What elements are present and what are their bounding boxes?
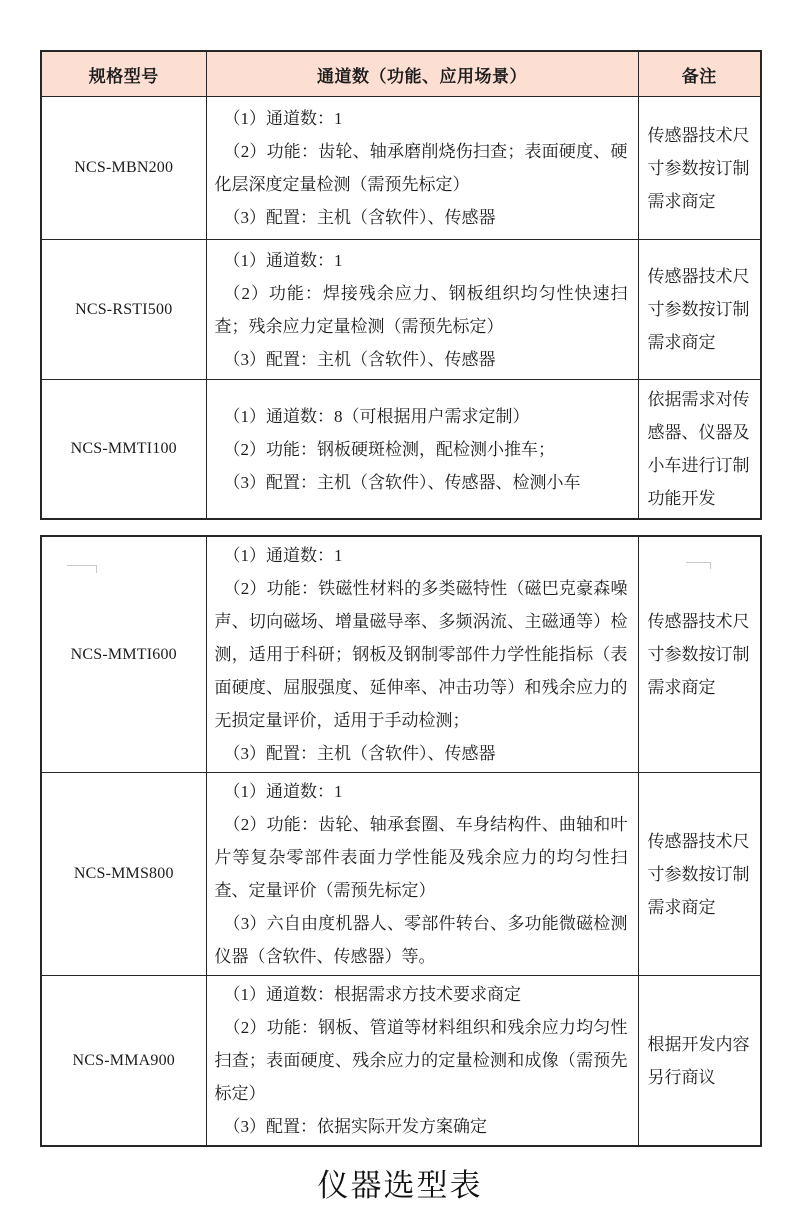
description-cell — [206, 240, 638, 380]
table-caption: 仪器选型表 — [317, 1168, 483, 1203]
table-row — [41, 380, 761, 520]
config-line: （3）配置：主机（含软件）、传感器 — [223, 349, 496, 369]
table-row — [41, 240, 761, 380]
table-row — [41, 536, 761, 773]
document-page — [0, 50, 800, 1203]
function-line: （2）功能：钢板、管道等材料组织和残余应力均匀性扫查；表面硬度、残余应力的定量检测和成像（需预先标定） — [214, 1018, 628, 1103]
channel-count-line: （1）通道数：1 — [223, 250, 343, 270]
description-cell — [206, 773, 638, 976]
function-line: （2）功能：齿轮、轴承套圈、车身结构件、曲轴和叶片等复杂零部件表面力学性能及残余应力的均匀性扫查、定量评价（需预先标定） — [214, 815, 628, 900]
header-remark: 备注 — [638, 51, 761, 97]
config-line: （3）配置：主机（含软件）、传感器 — [223, 208, 496, 227]
description-cell — [206, 536, 638, 773]
config-line: （3）配置：主机（含软件）、传感器 — [223, 744, 496, 763]
channel-count-line: （1）通道数：1 — [223, 782, 343, 801]
channel-count-line: （1）通道数：1 — [223, 546, 343, 565]
remark-cell: 传感器技术尺寸参数按订制需求商定 — [638, 536, 761, 773]
model-cell: NCS-MMTI600 — [41, 536, 206, 773]
model-cell: NCS-RSTI500 — [41, 240, 206, 380]
description-cell — [206, 380, 638, 520]
function-line: （2）功能：齿轮、轴承磨削烧伤扫查；表面硬度、硬化层深度定量检测（需预先标定） — [214, 142, 628, 194]
function-line: （2）功能：铁磁性材料的多类磁特性（磁巴克豪森噪声、切向磁场、增量磁导率、多频涡流、主磁通等）检测，适用于科研；钢板及钢制零部件力学性能指标（表面硬度、屈服强度、延伸率、冲击功等）和残余应力的无损定量评价，适用于手动检测； — [214, 579, 628, 730]
config-line: （3）配置：依据实际开发方案确定 — [223, 1117, 487, 1136]
header-model: 规格型号 — [41, 51, 206, 97]
spec-table-lower — [40, 535, 762, 1147]
channel-count-line: （1）通道数：1 — [223, 109, 343, 128]
description-cell — [206, 976, 638, 1147]
model-cell: NCS-MMS800 — [41, 773, 206, 976]
config-line: （3）六自由度机器人、零部件转台、多功能微磁检测仪器（含软件、传感器）等。 — [214, 914, 628, 966]
table-header-row — [41, 51, 761, 97]
model-cell: NCS-MMTI100 — [41, 380, 206, 520]
remark-cell: 传感器技术尺寸参数按订制需求商定 — [638, 97, 761, 240]
model-cell: NCS-MBN200 — [41, 97, 206, 240]
description-cell — [206, 97, 638, 240]
channel-count-line: （1）通道数：根据需求方技术要求商定 — [223, 985, 521, 1004]
table-handle-artifact — [67, 565, 97, 573]
function-line: （2）功能：焊接残余应力、钢板组织均匀性快速扫查；残余应力定量检测（需预先标定） — [214, 283, 628, 336]
function-line: （2）功能：钢板硬斑检测，配检测小推车； — [223, 439, 555, 459]
model-cell: NCS-MMA900 — [41, 976, 206, 1147]
remark-cell: 根据开发内容另行商议 — [638, 976, 761, 1147]
table-row — [41, 97, 761, 240]
table-handle-artifact — [686, 562, 711, 569]
table-row — [41, 976, 761, 1147]
table-row — [41, 773, 761, 976]
spec-table-upper — [40, 50, 762, 520]
header-channels-function: 通道数（功能、应用场景） — [206, 51, 638, 97]
channel-count-line: （1）通道数：8（可根据用户需求定制） — [223, 406, 530, 426]
remark-cell: 传感器技术尺寸参数按订制需求商定 — [638, 240, 761, 380]
remark-cell: 传感器技术尺寸参数按订制需求商定 — [638, 773, 761, 976]
config-line: （3）配置：主机（含软件）、传感器、检测小车 — [223, 472, 581, 492]
remark-cell: 依据需求对传感器、仪器及小车进行订制功能开发 — [638, 380, 761, 520]
